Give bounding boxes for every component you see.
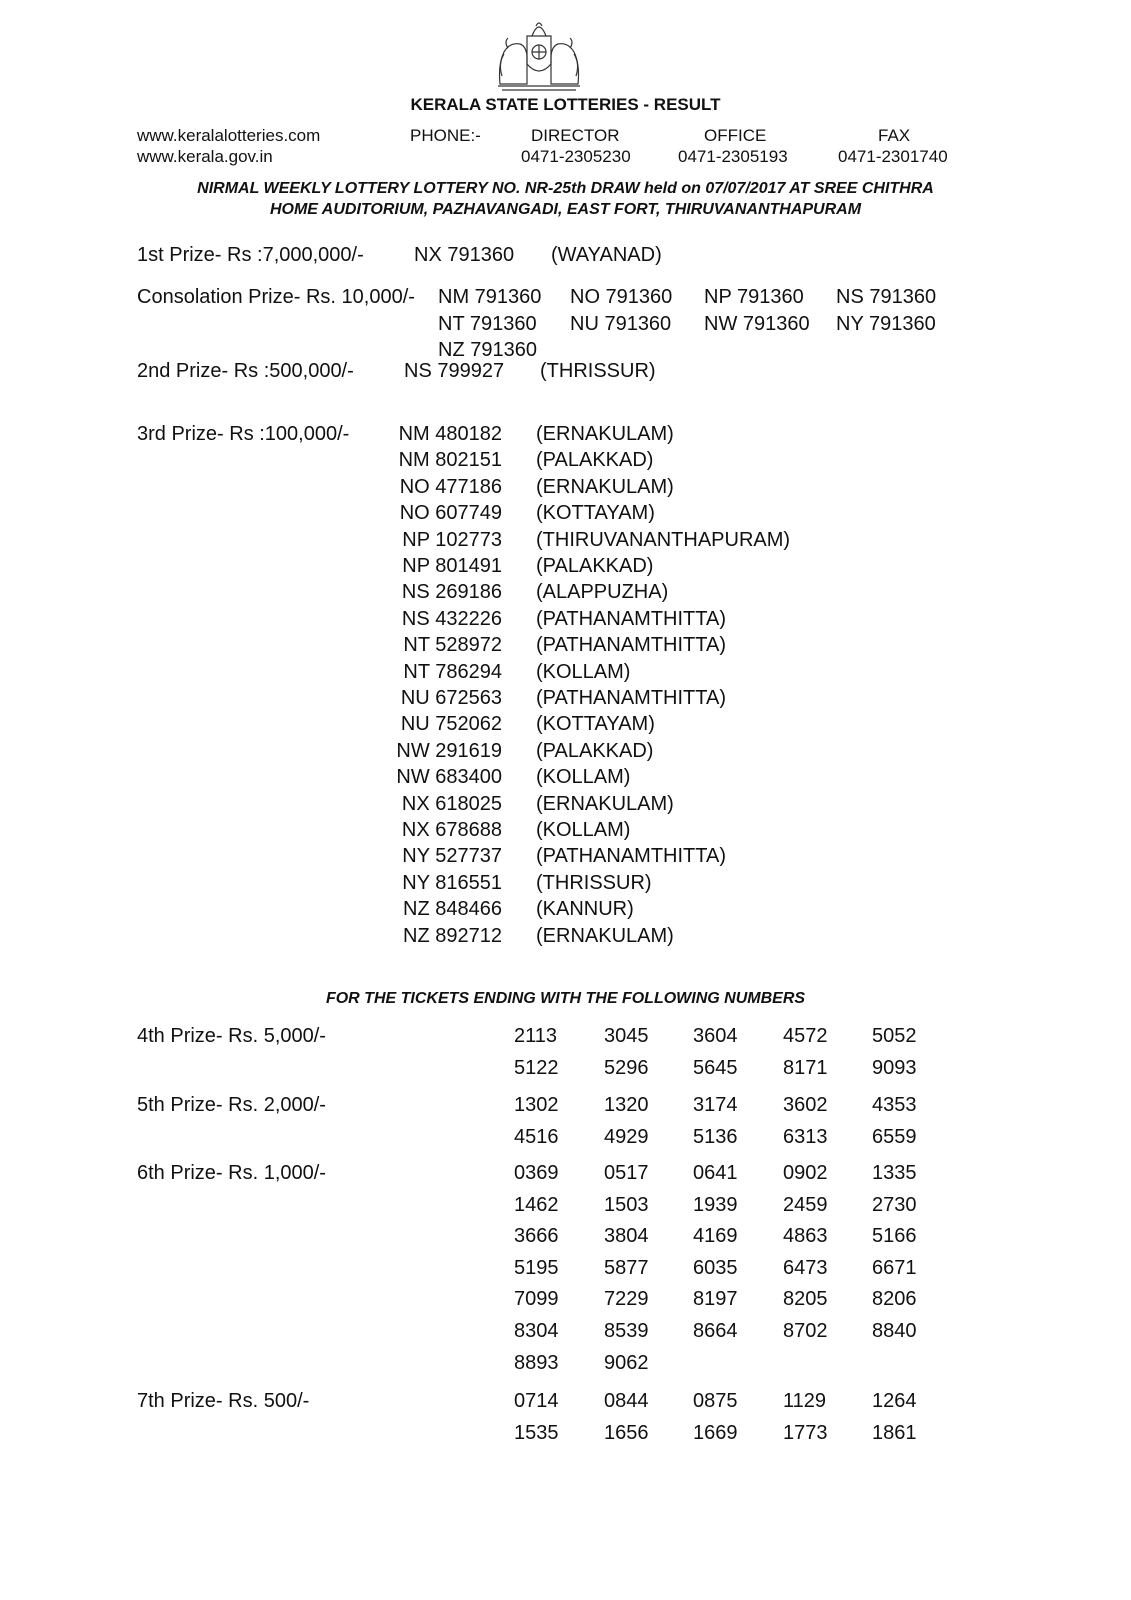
ending-number: 5166 — [872, 1225, 917, 1247]
ending-number: 3602 — [783, 1094, 828, 1116]
consolation-ticket: NP 791360 — [704, 286, 804, 308]
kerala-state-emblem — [494, 14, 584, 94]
third-prize-place: (KOTTAYAM) — [536, 713, 655, 735]
ending-number: 5296 — [604, 1057, 649, 1079]
first-prize-place: (WAYANAD) — [551, 244, 662, 266]
ending-number: 1320 — [604, 1094, 649, 1116]
ending-number: 2113 — [514, 1025, 558, 1047]
ending-number: 8702 — [783, 1320, 828, 1342]
second-prize-place: (THRISSUR) — [540, 360, 656, 382]
ending-number: 0875 — [693, 1390, 738, 1412]
ending-number: 9093 — [872, 1057, 917, 1079]
ending-number: 1939 — [693, 1194, 738, 1216]
ending-number: 1302 — [514, 1094, 559, 1116]
consolation-ticket: NU 791360 — [570, 313, 672, 335]
consolation-ticket: NM 791360 — [438, 286, 542, 308]
third-prize-place: (PATHANAMTHITTA) — [536, 608, 726, 630]
ending-number: 9062 — [604, 1352, 649, 1374]
ending-number: 1264 — [872, 1390, 917, 1412]
draw-details-line1: NIRMAL WEEKLY LOTTERY LOTTERY NO. NR-25th DRAW held on 07/07/2017 AT SREE CHITHRA — [197, 180, 934, 197]
consolation-ticket: NZ 791360 — [438, 339, 537, 361]
ending-number: 5136 — [693, 1126, 738, 1148]
ending-number: 7229 — [604, 1288, 649, 1310]
ending-number: 4169 — [693, 1225, 738, 1247]
third-prize-place: (PALAKKAD) — [536, 449, 654, 471]
third-prize-ticket: NO 607749 — [399, 502, 502, 524]
third-prize-ticket: NX 678688 — [401, 819, 502, 841]
ending-number: 4929 — [604, 1126, 649, 1148]
third-prize-ticket: NZ 892712 — [403, 925, 502, 947]
third-prize-place: (THIRUVANANTHAPURAM) — [536, 529, 791, 551]
ending-number: 1335 — [872, 1162, 917, 1184]
ending-number: 8664 — [693, 1320, 738, 1342]
third-prize-place: (KOTTAYAM) — [536, 502, 655, 524]
ending-prize-label: 7th Prize- Rs. 500/- — [137, 1390, 310, 1412]
third-prize-ticket: NP 102773 — [402, 529, 502, 551]
consolation-prize-label: Consolation Prize- Rs. 10,000/- — [137, 286, 415, 308]
ending-number: 8206 — [872, 1288, 917, 1310]
third-prize-ticket: NT 786294 — [403, 661, 502, 683]
third-prize-place: (PATHANAMTHITTA) — [536, 687, 726, 709]
ending-number: 8304 — [514, 1320, 559, 1342]
consolation-ticket: NT 791360 — [438, 313, 537, 335]
ending-number: 5052 — [872, 1025, 917, 1047]
third-prize-ticket: NX 618025 — [401, 793, 502, 815]
third-prize-place: (PATHANAMTHITTA) — [536, 634, 726, 656]
ending-number: 8205 — [783, 1288, 828, 1310]
ending-number: 8539 — [604, 1320, 649, 1342]
ending-number: 2459 — [783, 1194, 828, 1216]
ending-number: 8893 — [514, 1352, 559, 1374]
ending-number: 1861 — [872, 1422, 917, 1444]
ending-number: 4572 — [783, 1025, 828, 1047]
ending-number: 1535 — [514, 1422, 559, 1444]
ending-number: 8197 — [693, 1288, 738, 1310]
second-prize-label: 2nd Prize- Rs :500,000/- — [137, 360, 354, 382]
ending-number: 1773 — [783, 1422, 828, 1444]
ending-number: 2730 — [872, 1194, 917, 1216]
page-title: KERALA STATE LOTTERIES - RESULT — [410, 95, 721, 114]
ending-number: 3604 — [693, 1025, 738, 1047]
third-prize-place: (KANNUR) — [536, 898, 634, 920]
third-prize-place: (THRISSUR) — [536, 872, 652, 894]
ending-number: 1462 — [514, 1194, 559, 1216]
ending-number: 5122 — [514, 1057, 559, 1079]
ending-number: 0902 — [783, 1162, 828, 1184]
third-prize-ticket: NS 269186 — [401, 581, 502, 603]
ending-number: 1656 — [604, 1422, 649, 1444]
third-prize-place: (PALAKKAD) — [536, 740, 654, 762]
third-prize-ticket: NM 802151 — [398, 449, 502, 471]
third-prize-place: (ERNAKULAM) — [536, 793, 674, 815]
third-prize-place: (KOLLAM) — [536, 661, 631, 683]
consolation-ticket: NO 791360 — [570, 286, 673, 308]
third-prize-place: (ERNAKULAM) — [536, 925, 674, 947]
ending-number: 4516 — [514, 1126, 559, 1148]
second-prize-ticket: NS 799927 — [404, 360, 505, 382]
third-prize-ticket: NT 528972 — [403, 634, 502, 656]
third-prize-place: (KOLLAM) — [536, 819, 631, 841]
consolation-ticket: NY 791360 — [836, 313, 936, 335]
ending-prize-label: 5th Prize- Rs. 2,000/- — [137, 1094, 326, 1116]
third-prize-ticket: NS 432226 — [401, 608, 502, 630]
third-prize-ticket: NU 672563 — [400, 687, 502, 709]
ending-number: 6559 — [872, 1126, 917, 1148]
ending-number: 5195 — [514, 1257, 559, 1279]
third-prize-place: (ERNAKULAM) — [536, 423, 674, 445]
ending-number: 6473 — [783, 1257, 828, 1279]
website-link-keralalotteries[interactable]: www.keralalotteries.com — [137, 126, 321, 145]
ending-number: 0714 — [514, 1390, 559, 1412]
ending-number: 5877 — [604, 1257, 649, 1279]
third-prize-ticket: NZ 848466 — [403, 898, 502, 920]
ending-number: 1669 — [693, 1422, 738, 1444]
third-prize-label: 3rd Prize- Rs :100,000/- — [137, 423, 350, 445]
website-link-kerala-gov[interactable]: www.kerala.gov.in — [137, 147, 273, 166]
third-prize-ticket: NM 480182 — [398, 423, 502, 445]
office-label: OFFICE — [704, 126, 767, 145]
ending-number: 4353 — [872, 1094, 917, 1116]
ending-number: 6671 — [872, 1257, 917, 1279]
fax-number: 0471-2301740 — [838, 147, 948, 166]
third-prize-place: (ALAPPUZHA) — [536, 581, 669, 603]
ending-number: 3174 — [693, 1094, 738, 1116]
ending-numbers-title: FOR THE TICKETS ENDING WITH THE FOLLOWING NUMBERS — [325, 990, 806, 1007]
first-prize-ticket: NX 791360 — [414, 244, 515, 266]
draw-details-line2: HOME AUDITORIUM, PAZHAVANGADI, EAST FORT, THIRUVANANTHAPURAM — [269, 201, 862, 218]
ending-number: 4863 — [783, 1225, 828, 1247]
ending-number: 8840 — [872, 1320, 917, 1342]
ending-number: 0517 — [604, 1162, 649, 1184]
director-label: DIRECTOR — [531, 126, 620, 145]
third-prize-place: (PALAKKAD) — [536, 555, 654, 577]
director-phone: 0471-2305230 — [521, 147, 631, 166]
third-prize-ticket: NP 801491 — [402, 555, 502, 577]
third-prize-place: (KOLLAM) — [536, 766, 631, 788]
third-prize-ticket: NW 291619 — [396, 740, 502, 762]
phone-label: PHONE:- — [410, 126, 481, 145]
third-prize-place: (PATHANAMTHITTA) — [536, 845, 726, 867]
third-prize-ticket: NY 816551 — [402, 872, 502, 894]
consolation-ticket: NW 791360 — [704, 313, 810, 335]
third-prize-place: (ERNAKULAM) — [536, 476, 674, 498]
ending-number: 1129 — [783, 1390, 827, 1412]
ending-number: 3045 — [604, 1025, 649, 1047]
fax-label: FAX — [878, 126, 911, 145]
ending-number: 7099 — [514, 1288, 559, 1310]
ending-prize-label: 6th Prize- Rs. 1,000/- — [137, 1162, 326, 1184]
third-prize-ticket: NW 683400 — [396, 766, 502, 788]
first-prize-label: 1st Prize- Rs :7,000,000/- — [137, 244, 364, 266]
ending-number: 0369 — [514, 1162, 559, 1184]
ending-number: 0641 — [693, 1162, 738, 1184]
ending-number: 8171 — [783, 1057, 828, 1079]
third-prize-ticket: NU 752062 — [400, 713, 502, 735]
third-prize-ticket: NO 477186 — [399, 476, 502, 498]
ending-number: 5645 — [693, 1057, 738, 1079]
ending-number: 6313 — [783, 1126, 828, 1148]
ending-number: 3666 — [514, 1225, 559, 1247]
ending-number: 3804 — [604, 1225, 649, 1247]
consolation-ticket: NS 791360 — [836, 286, 937, 308]
office-phone: 0471-2305193 — [678, 147, 788, 166]
ending-number: 6035 — [693, 1257, 738, 1279]
ending-prize-label: 4th Prize- Rs. 5,000/- — [137, 1025, 326, 1047]
third-prize-ticket: NY 527737 — [402, 845, 502, 867]
ending-number: 0844 — [604, 1390, 649, 1412]
ending-number: 1503 — [604, 1194, 649, 1216]
